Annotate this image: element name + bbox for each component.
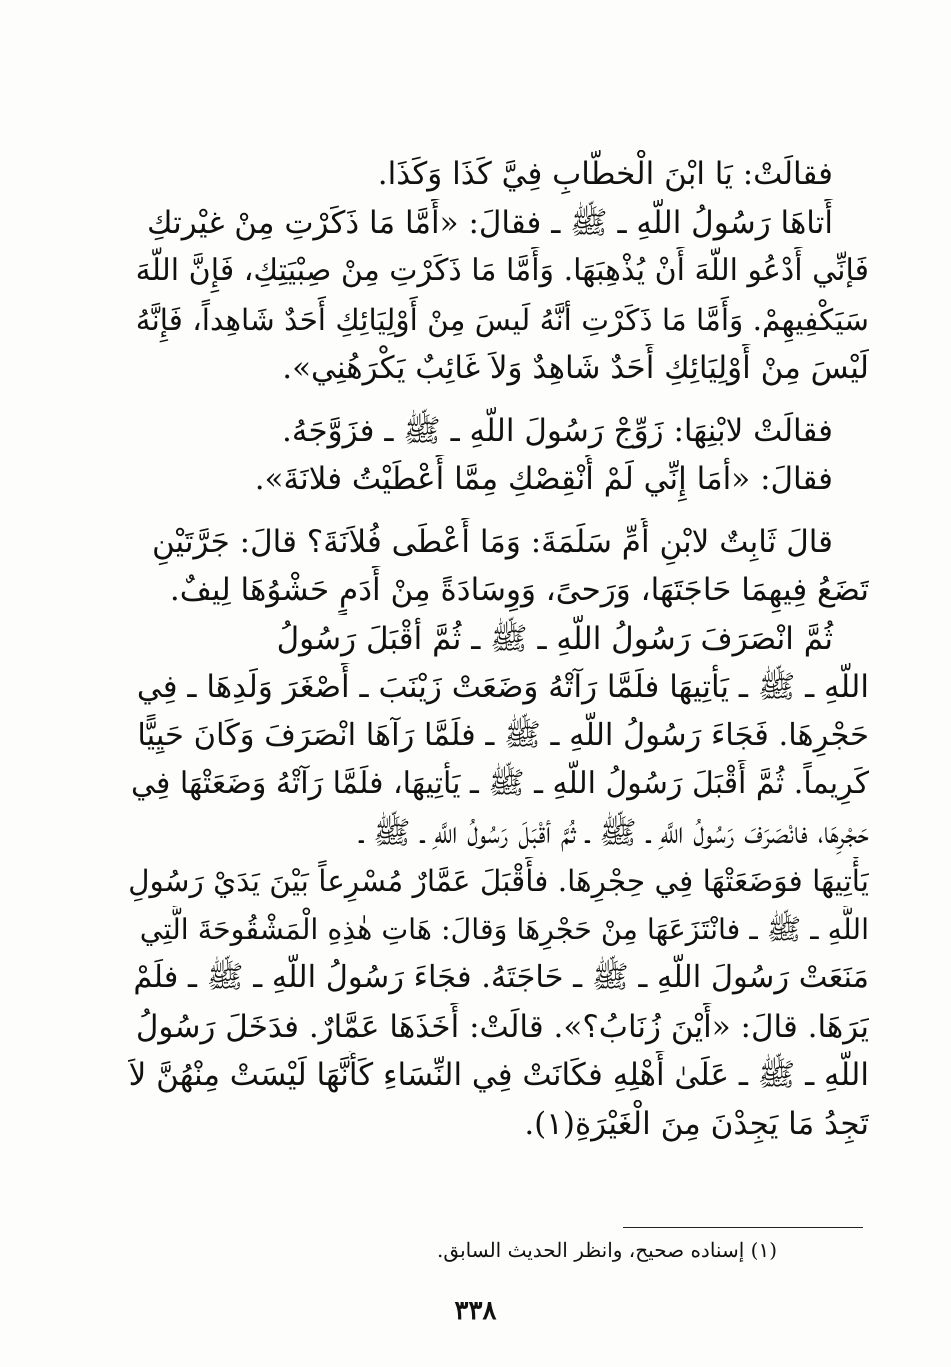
- text-line: اللَّهِ ـ ﷺ ـ يَأْتِيهَا فلَمَّا رَآتْهُ وَضَعَتْ زَيْنَبَ ـ أَصْغَرَ وَلَدِهَا ـ فِي: [136, 669, 869, 705]
- text-line: حَجْرِهَا، فانْصَرَفَ رَسُولُ اللَّهِ ـ ﷺ ـ ثُمَّ أقْبَلَ رَسُولُ اللَّهِ ـ ﷺ ـ: [359, 814, 869, 851]
- paragraph-gap: [128, 504, 869, 518]
- main-text: [128, 150, 869, 1148]
- text-line: فقالَتْ: يَا ابْنَ الْخطَّابِ فِيَّ كَذَا وَكَذَا.: [377, 156, 833, 192]
- page-number: ٣٣٨: [454, 1296, 497, 1326]
- text-line: حَجْرِهَا. فَجَاءَ رَسُولُ اللَّهِ ـ ﷺ ـ فلَمَّا رَآهَا انْصَرَفَ وَكَانَ حَيِيًّا: [137, 717, 869, 753]
- footnote: (١) إسناده صحيح، وانظر الحديث السابق.: [437, 1238, 777, 1262]
- text-line: اللَّهِ ـ ﷺ ـ عَلَىٰ أَهْلِهِ فكَانَتْ فِي النِّسَاءِ كَأَنَّهَا لَيْسَتْ مِنْهُنَّ لاَ: [128, 1057, 869, 1093]
- text-line: قالَ ثَابِتٌ لابْنِ أُمِّ سَلَمَةَ: وَمَا أَعْطَى فُلاَنَةَ؟ قالَ: جَرَّتَيْنِ: [151, 523, 833, 560]
- paragraph: [128, 407, 869, 456]
- paragraph: [128, 455, 869, 504]
- paragraph: [128, 199, 869, 393]
- text-line: كَرِيماً. ثُمَّ أَقْبَلَ رَسُولُ اللَّهِ ـ ﷺ ـ يَأْتِيهَا، فلَمَّا رَآتْهُ وَضَعَتْهَا فِي: [131, 766, 869, 801]
- text-line: فَإنِّي أَدْعُو اللَّهَ أَنْ يُذْهِبَهَا. وَأَمَّا مَا ذَكَرْتِ مِنْ صِبْيَتِكِ، فَإِنَّ اللَّهَ: [135, 253, 869, 288]
- text-line: مَنَعَتْ رَسُولَ اللَّهِ ـ ﷺ ـ حَاجَتَهُ. فجَاءَ رَسُولُ اللَّهِ ـ ﷺ ـ فلَمْ: [133, 960, 869, 995]
- paragraph: [128, 150, 869, 199]
- text-line: سَيَكْفِيهِمْ. وَأَمَّا مَا ذَكَرْتِ أنَّهُ لَيسَ مِنْ أَوْلِيَائِكِ أَحَدٌ شَاهِداً، فَإِنَّهُ: [135, 302, 869, 337]
- paragraph-gap: [128, 393, 869, 407]
- text-line: يَأْتِيهَا فوَضَعَتْهَا فِي حِجْرِهَا. فأَقْبَلَ عَمَّارٌ مُسْرِعاً بَيْنَ يَدَيْ رَسُولِ: [128, 864, 869, 898]
- text-line: تَجِدُ مَا يَجِدْنَ مِنَ الْغَيْرَةِ(١).: [524, 1105, 869, 1142]
- footnote-separator: [623, 1227, 863, 1228]
- text-line: يَرَهَا. قالَ: «أَيْنَ زُنَابُ؟». قالَتْ: أَخَذَهَا عَمَّارٌ. فدَخَلَ رَسُولُ: [135, 1008, 869, 1045]
- text-line: فقالَ: «أمَا إِنِّي لَمْ أُنْقِصْكِ مِمَّا أَعْطَيْتُ فلانَةَ».: [254, 461, 833, 497]
- paragraph: [128, 518, 869, 615]
- text-line: أَتاهَا رَسُولُ اللَّهِ ـ ﷺ ـ فقالَ: «أَمَّا مَا ذَكَرْتِ مِنْ غيْرتكِ: [147, 204, 833, 241]
- text-line: اللَّهِ ـ ﷺ ـ فانْتَزَعَهَا مِنْ حَجْرِهَا وَقالَ: هَاتِ هٰذِهِ الْمَشْقُوحَةَ الَّتِي: [139, 912, 869, 946]
- text-line: تَضَعُ فِيهِمَا حَاجَتَهَا، وَرَحىً، وَوِسَادَةً مِنْ أَدَمٍ حَشْوُهَا لِيفٌ.: [169, 572, 869, 608]
- text-line: ثُمَّ انْصَرَفَ رَسُولُ اللَّهِ ـ ﷺ ـ ثُمَّ أقْبَلَ رَسُولُ: [276, 620, 833, 657]
- text-line: فقالَتْ لابْنِهَا: زَوِّجْ رَسُولَ اللَّهِ ـ ﷺ ـ فزَوَّجَهُ.: [281, 412, 833, 449]
- paragraph: [128, 615, 869, 1149]
- text-line: لَيْسَ مِنْ أَوْلِيَائِكِ أَحَدٌ شَاهِدٌ وَلاَ غَائِبٌ يَكْرَهُنِي».: [282, 350, 869, 386]
